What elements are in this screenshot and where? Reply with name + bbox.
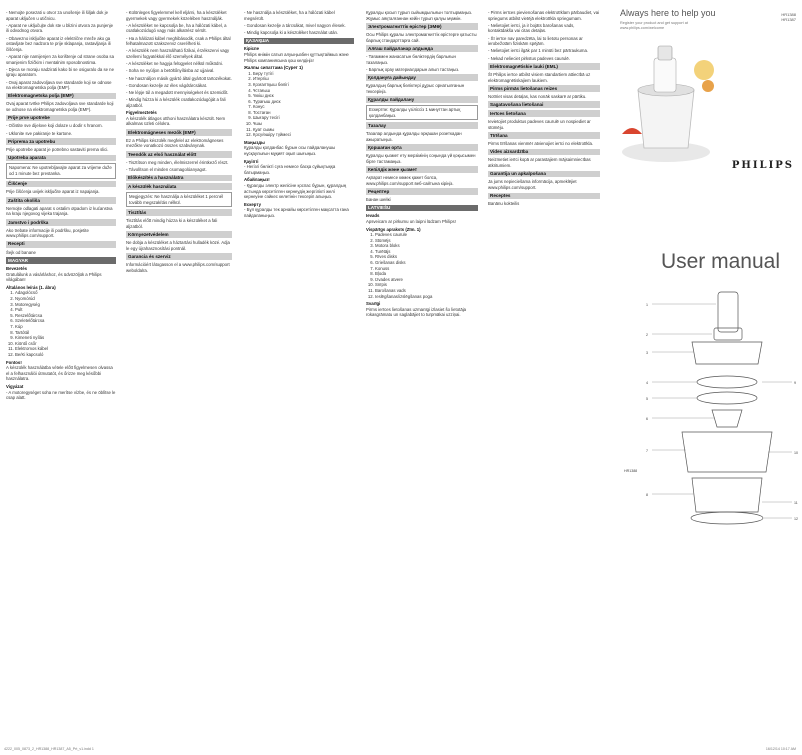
list-item: 6. Szeletelőtárcsa (15, 318, 116, 324)
callout-label: 9 (794, 381, 796, 385)
subheading: Қауіпті (244, 158, 259, 164)
intro-item: - Aparat nije namijenjen za korištenje od strane osoba sa smanjenim fizičkim i mentalnim sposobnostima. (6, 54, 116, 65)
paragraph: Neizmetiet ierīci kopā ar parastajiem mājsaimniecības atkritumiem. (488, 157, 591, 168)
model-label: HR1388 (624, 469, 638, 473)
paragraph: Ne dobja a készüléket a háztartási hulladék közé. Adja le egy újrahasznosítási pontnál. (126, 240, 230, 251)
note-box: Ескертпе: Құралды үзіліссіз 1 минуттан артық қолданбаңыз. (366, 105, 478, 120)
paragraph: Құралдың барлық бөліктері дұрыс орнатылғанын тексеріңіз. (366, 83, 465, 94)
paragraph: Philips өнімін сатып алуыңызбен құттықтаймыз және Philips компаниясына қош келдіңіз! (244, 51, 349, 63)
paragraph: Šī Philips ierīce atbilst visiem standartiem attiecībā uz elektromagnētiskajiem laukiem. (488, 71, 591, 83)
list-item: 8. Bļoda (375, 271, 478, 277)
section-header: Кепілдік және қызмет (366, 166, 478, 173)
model-numbers (781, 12, 796, 23)
paragraph: Ja jums nepieciešama informācija, apmeklējiet www.philips.com/support. (488, 179, 577, 190)
paragraph: Pirms tīrīšanas vienmēr atvienojiet ierīci no elektrotīkla. (488, 141, 594, 146)
list-item: 5. Үккіш диск (253, 93, 354, 99)
subheading: Svarīgi (366, 301, 381, 307)
paragraph: Apsveicam ar pirkumu un laipni lūdzam Philips! (366, 218, 456, 224)
section-header: Ierīces lietošana (488, 110, 600, 117)
list-item: - Uklonite sve pakiranje te kartone. (6, 131, 116, 137)
list-item: 9. Шығару тесігі (253, 115, 354, 121)
intro-item: - Obavezno isključite aparat iz električne mreže ako ga ostavljate bez nadzora te prije sklapanja, rastavljanja ili čišćenja. (6, 36, 116, 53)
section-header: Garancia és szerviz (126, 253, 232, 260)
callout-label: 1 (646, 303, 648, 307)
callout-label: 8 (646, 493, 648, 497)
intro-item: - Nemojte posezati u otvor za unošenje ili šiljak dok je aparat uključen u utičnicu. (6, 10, 116, 21)
list-item: 12. Ieslēgšanas/izslēgšanas poga (375, 294, 478, 300)
callout-label: 2 (646, 333, 648, 337)
note-box: Napomena: Ne upotrebljavajte aparat za vrijeme duže od 1 minute bez prestanka. (6, 163, 116, 178)
model-number: HR1387 (781, 17, 796, 23)
register-text: Register your product and get support at www.philips.com/welcome (620, 21, 688, 30)
list-item: 2. Stūmējs (375, 238, 478, 244)
subheading: Ескерту (244, 201, 261, 207)
list-item: 5. Rīves disks (375, 254, 478, 260)
list-item: - A készülék nem használható fizikai, érzékszervi vagy szellemi fogyatékkal élő személyek által. (126, 48, 232, 59)
brand-logo: PHILIPS (731, 160, 794, 171)
paragraph: Nemojte odlagati aparat s ostalim otpadom iz kućanstva na kraju njegovog vijeka trajanja. (6, 205, 113, 217)
list-item: - A készüléket ne hagyja felügyelet nélkül működni. (126, 61, 232, 67)
intro-item: - Djeca se moraju nadzirati kako bi se osiguralo da se ne igraju aparatom. (6, 67, 116, 78)
list-item: 2. Nyomórúd (15, 296, 116, 302)
paragraph: Tisztítás előtt mindig húzza ki a készüléket a fali aljzatból. (126, 218, 218, 229)
list-item: 3. Motoregység (15, 302, 116, 308)
column-hungarian (126, 10, 232, 740)
list-item: - Ha a hálózati kábel meghibásodik, csak a Philips által felhatalmazott szakszerviz cserélheti ki. (126, 36, 232, 47)
overview-list (6, 290, 116, 357)
section-header: Jamstvo i podrška (6, 219, 116, 226)
section-header: Elektromagnētiskie lauki (EML) (488, 63, 600, 70)
callout-label: 6 (646, 417, 648, 421)
paragraph: - A motoregységet soha ne merítse vízbe, és ne öblítse le csap alatt. (6, 390, 116, 401)
list-item: 12. Қосу/өшіру түймесі (253, 132, 354, 138)
callout-label: 10 (794, 451, 798, 455)
list-item: 7. Конус (253, 104, 354, 110)
callout-label: 7 (646, 449, 648, 453)
list-item: 3. Қозғалтқыш бөлігі (253, 82, 354, 88)
callout-label: 4 (646, 381, 648, 385)
column-kazakh (244, 10, 354, 740)
list-item: - Távolítson el minden csomagolóanyagot. (126, 167, 232, 173)
list-item: - Ne használja a készüléket, ha a hálózati kábel megsérült. (244, 10, 354, 21)
paragraph: Ovaj aparat tvrtke Philips zadovoljava sve standarde koji se odnose na elektromagnetska polja (EMF). (6, 101, 114, 113)
section-header: Құралды пайдалану (366, 96, 478, 103)
subheading: Általános leírás (1. ábra) (6, 284, 56, 290)
subheading: Figyelmeztetés (126, 110, 157, 116)
paragraph: Prije upotrebe aparat je potrebno sastaviti prema slici. (6, 147, 109, 152)
model-number: HR1388 (781, 12, 796, 17)
list-item: - Soha ne nyúljon a betöltőnyílásba az ujjaival. (126, 68, 232, 74)
list-item: 4. Pult (15, 307, 116, 313)
cover-page (606, 0, 802, 755)
paragraph: Információért látogasson el a www.philips.com/support weboldalra. (126, 262, 230, 273)
list-item: - Nelietojiet ierīci ilgāk par 1 minūti bez pārtraukuma. (488, 48, 600, 54)
device-diagram (622, 282, 800, 532)
section-header: Рецептер (366, 188, 478, 195)
paragraph: Šejk od banane (6, 249, 36, 255)
paragraph: Осы Philips құралы электромагниттік өрістерге қатысты барлық стандарттарға сай. (366, 31, 477, 43)
column-croatian-hungarian (6, 10, 116, 740)
paragraph: Notīriet visas detaļas, kas nonāk saskarē ar pārtiku. (488, 93, 587, 99)
column-kazakh-latvian (366, 10, 478, 740)
paragraph: - Бұл құралды тек арнайы көрсетілген мақсатта ғана пайдаланыңыз. (244, 207, 354, 218)
subheading: Vispārīgs apraksts (Zīm. 1) (366, 226, 421, 232)
section-header: Előkészítés a használatra (126, 175, 232, 182)
paragraph: Banānu kokteilis (488, 201, 520, 207)
list-item: 8. Тостаған (253, 110, 354, 116)
print-footer-left: 4222_005_0873_2_HR1388_HR1387_A5_Prt_v1.indd 1 (4, 747, 94, 751)
section-header: Garantija un apkalpošana (488, 171, 600, 178)
list-item: 10. Kiöntő csőr (15, 341, 116, 347)
overview-list (366, 232, 478, 299)
list-item: - Nekad nelieciet pirkstus padeves caurulē. (488, 56, 600, 62)
list-item: - Mindig húzza ki a készülék csatlakozódugóját a fali aljzatból. (126, 97, 232, 108)
paragraph: Құралды қолданбас бұрын осы пайдаланушы нұсқаулығын мұқият оқып шығыңыз. (244, 145, 336, 157)
list-item: 1. Padeves caurule (375, 232, 478, 238)
print-footer-right: 16/12/14 10:17 AM (765, 747, 796, 751)
tagline: Always here to help you (620, 8, 716, 18)
section-header: Környezetvédelem (126, 231, 232, 238)
subheading: Ievads (366, 213, 380, 219)
list-item: 2. Итергіш (253, 76, 354, 82)
paragraph: Ez a Philips készülék megfelel az elektromágneses mezőkre vonatkozó összes szabványnak. (126, 137, 224, 149)
column-latvian (488, 10, 600, 740)
section-header: Sagatavošana lietošanai (488, 101, 600, 108)
section-header: Tisztítás (126, 209, 232, 216)
paragraph: A készülék használatba vétele előtt figyelmesen olvassa el a felhasználói útmutatót, és őrizze meg későbbi használatra. (6, 365, 113, 382)
section-header: A készülék használata (126, 183, 232, 190)
section-header: Prije prve upotrebe (6, 115, 116, 122)
subheading: Маңызды (244, 139, 265, 145)
list-item: - A készüléket ne kapcsolja be, ha a hálózati kábel, a csatlakozódugó vagy más alkatrész sérült. (126, 23, 232, 34)
list-item: 7. Konuss (375, 266, 478, 272)
list-item: - Gondosan kezelje az éles vágótárcsákat. (126, 83, 232, 89)
paragraph: Gratulálunk a vásárláshoz, és üdvözöljük a Philips világában! (6, 271, 102, 283)
overview-list (244, 71, 354, 138)
list-item: 9. Izvades atvere (375, 277, 478, 283)
list-item: - Ne használjon másik gyártó által gyártott tartozékokat. (126, 76, 232, 82)
language-header: MAGYAR (6, 257, 116, 264)
document-title: User manual (660, 250, 780, 273)
callout-label: 12 (794, 517, 798, 521)
paragraph: Құралды қосып тұрып сыйымдылығын толтырмаңыз. Жұмыс аяқталғаннан кейін тұрып қалуы мүмкін. (366, 10, 473, 21)
subheading: Bevezetés (6, 266, 28, 272)
section-header: Teendők az első használat előtt (126, 151, 232, 158)
section-header: Elektromagnetska polja (EMF) (6, 93, 116, 100)
subheading: Жалпы сипаттама (Сурет 1) (244, 65, 303, 71)
list-item: 3. Motora bloks (375, 243, 478, 249)
list-item: 7. Kúp (15, 324, 116, 330)
section-header: Zaštita okoliša (6, 197, 116, 204)
paragraph: Ako trebate informacije ili podršku, posjetite www.philips.com/support. (6, 227, 89, 239)
paragraph: - Құралды электр желісіне қоспас бұрын, құралдың астында көрсетілген кернеудің жергілікті желі кернеуіне сәйкес келетінін тексеріп алыңыз. (244, 183, 354, 200)
paragraph: A készülék átlagos otthoni használatra készült. Nem alkalmas üzleti célokra. (126, 115, 226, 127)
list-item: 10. Snīpis (375, 282, 478, 288)
callout-label: 3 (646, 351, 648, 355)
callout-label: 11 (794, 501, 798, 505)
list-item: - Барлық орау материалдарын алып тастаңыз. (366, 67, 478, 73)
list-item: - Očistite sve dijelove koji dolaze u dodir s hranom. (6, 123, 116, 129)
list-item: - Különleges figyelemmel kell eljárni, ha a készüléket gyermekek vagy gyermekek közelében használják. (126, 10, 232, 21)
subheading: Fontos! (6, 359, 22, 365)
list-item: 10. Ұшы (253, 121, 354, 127)
list-item: - Nelietojiet ierīci, ja ir bojāts barošanas vads, kontaktdakša vai citas detaļas. (488, 23, 600, 34)
list-item: 4. Ұстағыш (253, 88, 354, 94)
list-item: 11. Elektromos kábel (15, 346, 116, 352)
section-header: Upotreba aparata (6, 155, 116, 162)
section-header: Recepti (6, 241, 116, 248)
subheading: Vigyázat (6, 383, 24, 389)
subheading: Абайлаңыз! (244, 177, 270, 183)
section-header: Vides aizsardzība (488, 149, 600, 156)
list-item: - Gondosan kezelje a tárcsákat, mivel nagyon élesek. (244, 23, 354, 29)
list-item: - Mindig kapcsolja ki a készüléket használat után. (244, 30, 354, 36)
list-item: 11. Қуат сымы (253, 127, 354, 133)
section-header: Elektromágneses mezők (EMF) (126, 129, 232, 136)
paragraph: Банан шейкі (366, 196, 391, 202)
language-header: LATVIEŠU (366, 205, 478, 212)
section-header: Қолдануға дайындау (366, 74, 478, 81)
section-header: Receptes (488, 193, 600, 200)
section-header: Pirms pirmās lietošanas reizes (488, 85, 600, 92)
note-box: Megjegyzés: Ne használja a készüléket 1 percnél tovább megszakítás nélkül. (126, 192, 232, 207)
list-item: 9. Kimeneti nyílás (15, 335, 116, 341)
list-item: 12. Be/Ki kapcsoló (15, 352, 116, 358)
list-item: 1. Беру түтігі (253, 71, 354, 77)
product-photo (608, 30, 728, 170)
list-item: 6. Турағыш диск (253, 99, 354, 105)
list-item: 1. Adagolócső (15, 290, 116, 296)
section-header: Алғаш пайдаланар алдында (366, 45, 478, 52)
intro-item: - Ovaj aparat zadovoljava sve standarde koji se odnose na elektromagnetska polja (EMF). (6, 80, 116, 91)
list-item: - Pirms ierīces pievienošanas elektrotīklam pārbaudiet, vai spriegums atbilst vietējā elektrotīkla spriegumam. (488, 10, 600, 21)
paragraph: Prije čišćenja uvijek isključite aparat iz napajanja. (6, 189, 100, 195)
section-header: Тазалау (366, 122, 478, 129)
paragraph: Ақпарат немесе көмек қажет болса, www.philips.com/support веб-сайтына кіріңіз. (366, 174, 454, 186)
subheading: Кіріспе (244, 46, 260, 52)
list-item: - Ne lépje túl a megadott mennyiségeket és üzemidőt. (126, 90, 232, 96)
section-header: Priprema za upotrebu (6, 138, 116, 145)
list-item: - Tisztítson meg minden, élelmiszerrel érintkező részt. (126, 160, 232, 166)
language-header: ҚАЗАҚША (244, 38, 354, 45)
section-header: Электромагниттік өрістер (ЭМӨ) (366, 23, 478, 30)
section-header: Čišćenje (6, 181, 116, 188)
list-item: 6. Griešanas disks (375, 260, 478, 266)
paragraph: Құралды қызмет ету мерзімінің соңында үй қоқысымен бірге тастамаңыз. (366, 153, 476, 164)
list-item: 5. Reszelőtárcsa (15, 313, 116, 319)
intro-item: - Aparat ne uključujte dok ste u blizini otvora za punjenje ili odvodnog otvora. (6, 23, 116, 34)
list-item: 4. Turētājs (375, 249, 478, 255)
paragraph: - Негізгі бөлікті суға немесе басқа сұйықтыққа батырмаңыз. (244, 164, 354, 175)
paragraph: Тазалар алдында құралды әрқашан розеткадан ажыратыңыз. (366, 131, 462, 142)
section-header: Tīrīšana (488, 132, 600, 139)
section-header: Қоршаған орта (366, 144, 478, 151)
paragraph: Ievietojiet produktus padeves caurulē un nospiediet ar stūmēju. (488, 119, 591, 130)
list-item: 11. Barošanas vads (375, 288, 478, 294)
callout-label: 5 (646, 397, 648, 401)
paragraph: Pirms ierīces lietošanas uzmanīgi izlasiet šo lietotāja rokasgrāmatu un saglabājiet to turpmākai uzziņai. (366, 306, 467, 318)
list-item: - Тағаммен жанасатын бөліктердің барлығын тазалаңыз. (366, 54, 478, 65)
list-item: - Šī ierīce nav paredzēta, lai to lietotu personas ar ierobežotām fiziskām spējām. (488, 36, 600, 47)
list-item: 8. Tartótál (15, 330, 116, 336)
